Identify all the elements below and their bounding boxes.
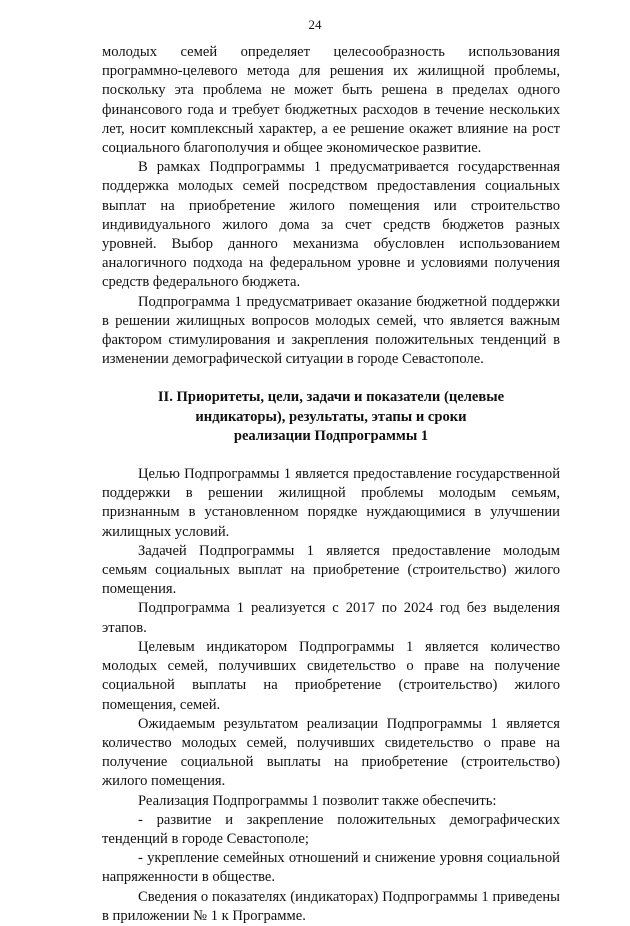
paragraph-intro-continuation: молодых семей определяет целесообразность использования программно-целевого метода для решения их жилищной проблемы, поскольку эта проблема не может быть решена в пределах одного финансового года и требует бюджетных расходов в течение нескольких лет, носит комплексный характер, а ее решение окажет влияние на рост социального благополучия и общее экономическое развитие. [102,44,560,157]
paragraph-period: Подпрограмма 1 реализуется с 2017 по 2024 год без выделения этапов. [102,600,560,636]
spacer [102,369,560,388]
paragraph-indicators-reference: Сведения о показателях (индикаторах) Подпрограммы 1 приведены в приложении № 1 к Программе. [102,888,560,924]
page-number: 24 [308,17,322,32]
paragraph-target-indicator: Целевым индикатором Подпрограммы 1 является количество молодых семей, получивших свидетельство о праве на получение социальной выплаты на приобретение (строительство) жилого помещения, семей. [102,638,560,713]
paragraph-expected-result: Ожидаемым результатом реализации Подпрограммы 1 является количество молодых семей, получивших свидетельство о праве на получение социальной выплаты на приобретение (строительство) жилого помещения. [102,715,560,790]
paragraph-provide-intro: Реализация Подпрограммы 1 позволит также обеспечить: [138,792,497,809]
paragraph-state-support: В рамках Подпрограммы 1 предусматривается государственная поддержка молодых семей посредством предоставления социальных выплат на приобретение жилого помещения или строительство индивидуального жилого дома за счет средств бюджетов разных уровней. Выбор данного механизма обусловлен использованием аналогичного подхода на федеральном уровне и условиями получения средств федерального бюджета. [102,159,560,291]
paragraph-goal: Целью Подпрограммы 1 является предоставление государственной поддержки в решении жилищной проблемы молодым семьям, признанным в установленном порядке нуждающимися в улучшении жилищных условий. [102,466,560,540]
list-item-demographic-trends: - развитие и закрепление положительных демографических тенденций в городе Севастополе; [102,811,560,847]
page-content [102,43,560,926]
paragraph-task: Задачей Подпрограммы 1 является предоставление молодым семьям социальных выплат на приобретение (строительство) жилого помещения. [102,542,560,598]
paragraph-budget-support: Подпрограмма 1 предусматривает оказание бюджетной поддержки в решении жилищных вопросов молодых семей, что является важным фактором стимулирования и закрепления положительных тенденций в изменении демографической ситуации в городе Севастополе. [102,293,560,368]
list-item-family-relations: - укрепление семейных отношений и снижение уровня социальной напряженности в обществе. [102,850,560,886]
section-heading-line: индикаторы), результаты, этапы и сроки [195,408,467,425]
spacer [102,446,560,465]
section-heading [102,388,560,446]
section-heading-line: реализации Подпрограммы 1 [233,427,429,444]
section-heading-line: II. Приоритеты, цели, задачи и показатели (целевые [157,389,505,406]
